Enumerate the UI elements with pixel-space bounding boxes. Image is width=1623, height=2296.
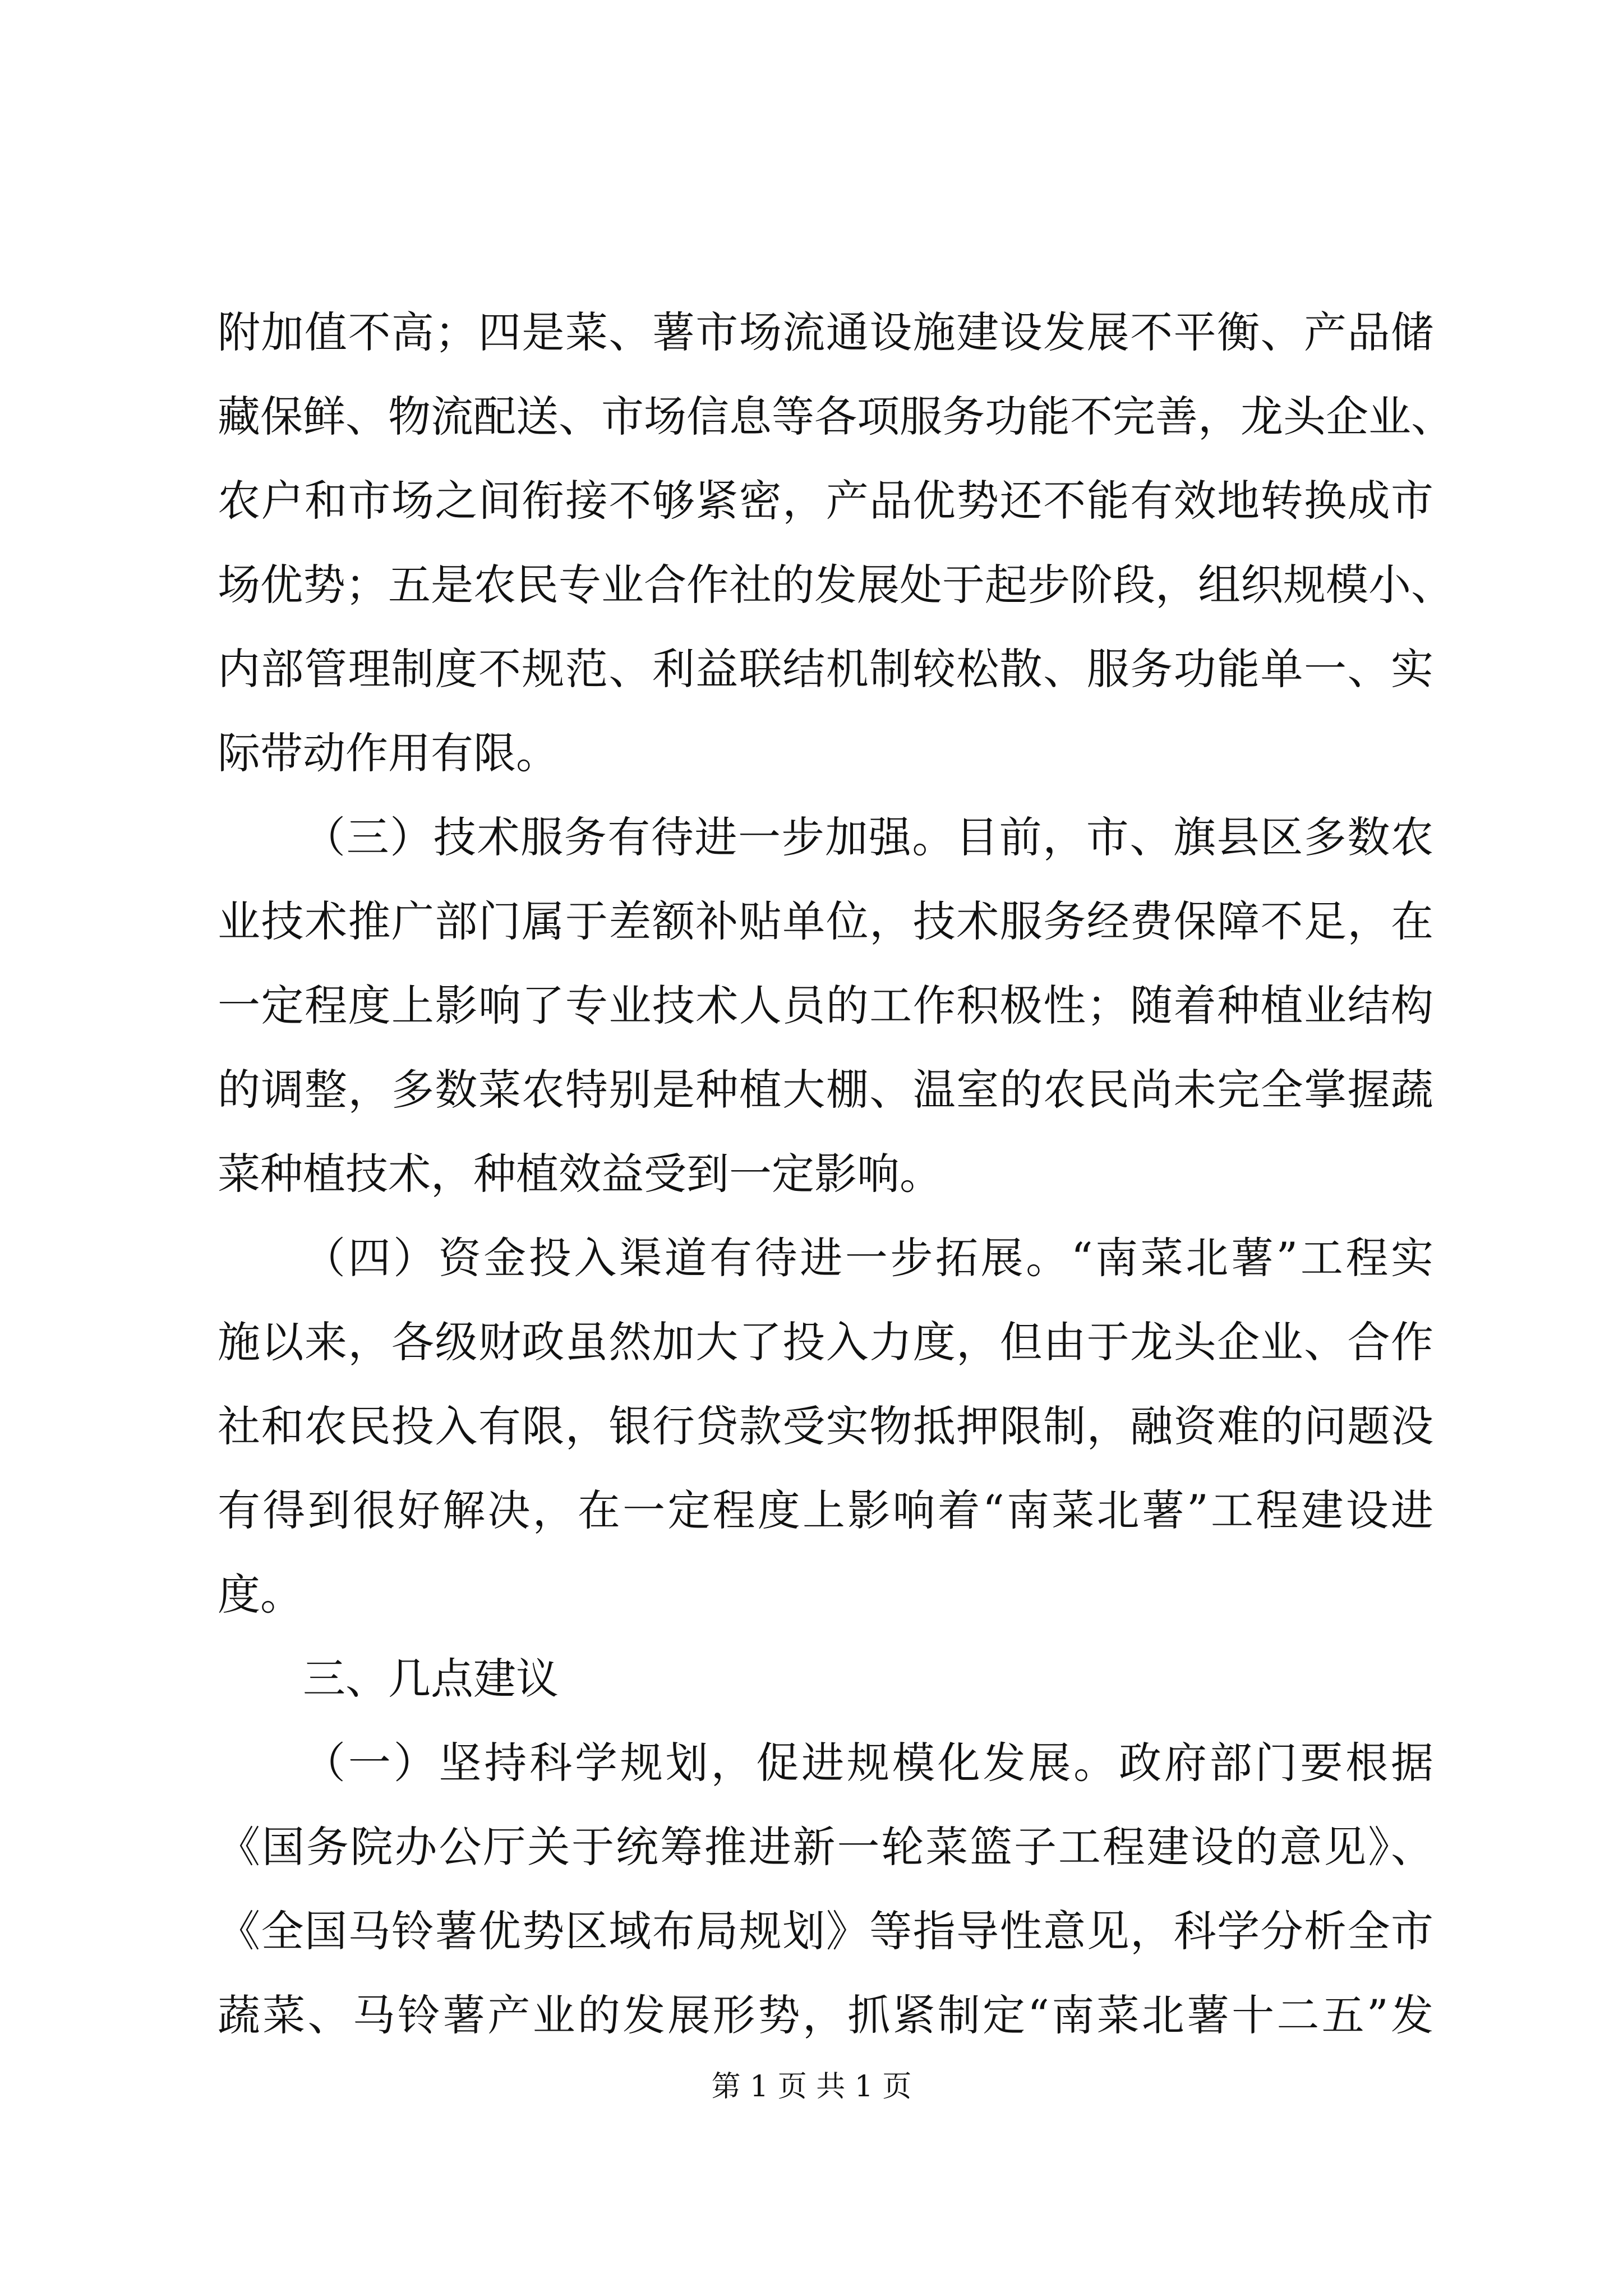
text-line: 度。: [218, 1570, 303, 1619]
text-line: 藏保鲜、物流配送、市场信息等各项服务功能不完善，龙头企业、: [218, 392, 1454, 441]
text-line: 内部管理制度不规范、利益联结机制较松散、服务功能单一、实: [218, 644, 1433, 694]
text-line: 社和农民投入有限，银行贷款受实物抵押限制，融资难的问题没: [218, 1401, 1433, 1451]
text-line: 蔬菜、马铃薯产业的发展形势，抓紧制定“南菜北薯十二五”发: [218, 1990, 1433, 2040]
text-line: 有得到很好解决，在一定程度上影响着“南菜北薯”工程建设进: [218, 1485, 1433, 1535]
text-line: 际带动作用有限。: [218, 728, 559, 778]
text-line: 施以来，各级财政虽然加大了投入力度，但由于龙头企业、合作: [218, 1317, 1433, 1367]
text-line: 附加值不高；四是菜、薯市场流通设施建设发展不平衡、产品储: [218, 307, 1433, 357]
page-number-label: 第 1 页 共 1 页: [711, 2070, 912, 2104]
text-line: 菜种植技术，种植效益受到一定影响。: [218, 1149, 942, 1199]
document-body: [218, 291, 1454, 2058]
paragraph-heading-line: （四）资金投入渠道有待进一步拓展。“南菜北薯”工程实: [303, 1233, 1433, 1283]
text-line: 场优势；五是农民专业合作社的发展处于起步阶段，组织规模小、: [218, 560, 1454, 610]
paragraph-heading-line: （一）坚持科学规划，促进规模化发展。政府部门要根据: [303, 1738, 1433, 1788]
text-line: 《全国马铃薯优势区域布局规划》等指导性意见，科学分析全市: [218, 1906, 1433, 1956]
page-footer: [0, 2067, 1623, 2106]
text-line: 业技术推广部门属于差额补贴单位，技术服务经费保障不足，在: [218, 896, 1433, 946]
text-line: 的调整，多数菜农特别是种植大棚、温室的农民尚未完全掌握蔬: [218, 1065, 1433, 1115]
text-line: 一定程度上影响了专业技术人员的工作积极性；随着种植业结构: [218, 981, 1433, 1030]
text-line: 农户和市场之间衔接不够紧密，产品优势还不能有效地转换成市: [218, 476, 1433, 526]
paragraph-heading-line: （三）技术服务有待进一步加强。目前，市、旗县区多数农: [303, 812, 1433, 862]
text-line: 《国务院办公厅关于统筹推进新一轮菜篮子工程建设的意见》、: [218, 1822, 1433, 1872]
section-heading: 三、几点建议: [303, 1654, 559, 1704]
